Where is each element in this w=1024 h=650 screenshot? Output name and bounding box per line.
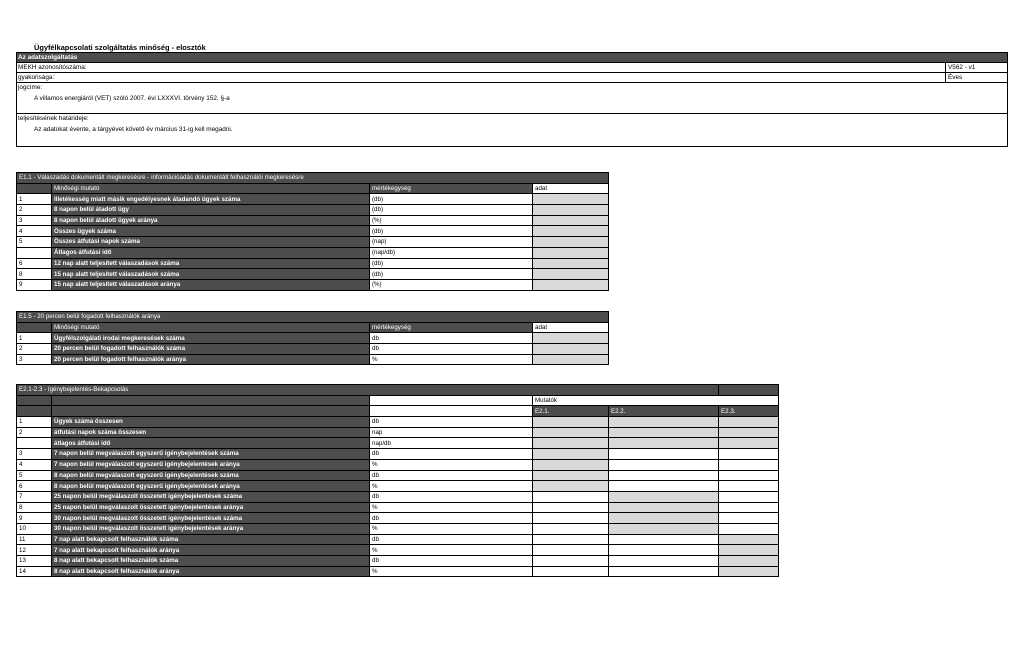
row-unit: db [370, 449, 533, 460]
data-input-cell[interactable] [533, 333, 609, 344]
row-label: Összes átfutási napok száma [52, 237, 370, 248]
deadline-label: teljesítésének határideje: [18, 115, 89, 122]
row-label: 30 napon belül megválaszolt összetett igénybejelentések aránya [52, 523, 370, 534]
e23-input-cell[interactable] [719, 417, 779, 428]
row-unit: (%) [370, 215, 533, 226]
data-input-cell[interactable] [533, 226, 609, 237]
table-title: E1.5 - 20 percen belül fogadott felhasználók aránya [17, 312, 609, 323]
e22-input-cell [609, 556, 719, 567]
table-row [17, 226, 609, 237]
table-row [17, 194, 609, 205]
e21-input-cell [533, 556, 609, 567]
header-e22: E2.2. [609, 406, 719, 417]
row-label: 15 nap alatt teljesített válaszadások aránya [52, 279, 370, 290]
row-label: 7 nap alatt bekapcsolt felhasználók száma [52, 534, 370, 545]
row-label: 7 napon belül megválaszolt egyszerű igénybejelentések száma [52, 449, 370, 460]
row-number: 1 [17, 333, 52, 344]
header-unit [370, 395, 533, 406]
page-title: Ügyfélkapcsolati szolgáltatás minőség - elosztók [34, 43, 206, 52]
row-number: 4 [17, 459, 52, 470]
row-number: 3 [17, 449, 52, 460]
data-input-cell[interactable] [533, 269, 609, 280]
e23-input-cell[interactable] [719, 556, 779, 567]
header-unit [370, 406, 533, 417]
table-row [17, 247, 609, 258]
row-unit: db [370, 470, 533, 481]
row-number: 8 [17, 269, 52, 280]
table-row [17, 205, 609, 216]
row-unit: nap [370, 427, 533, 438]
e23-input-cell [719, 513, 779, 524]
e23-input-cell[interactable] [719, 545, 779, 556]
table-row [17, 215, 609, 226]
row-number [17, 438, 52, 449]
row-label: 12 nap alatt teljesített válaszadások száma [52, 258, 370, 269]
header-data: adat [533, 322, 609, 333]
row-number: 10 [17, 523, 52, 534]
row-unit: % [370, 459, 533, 470]
row-unit: % [370, 545, 533, 556]
header-num-cell [17, 395, 52, 406]
table-row [17, 237, 609, 248]
row-unit: % [370, 523, 533, 534]
table-row [17, 427, 779, 438]
row-label: 15 nap alatt teljesített válaszadások száma [52, 269, 370, 280]
e21-input-cell[interactable] [533, 438, 609, 449]
data-input-cell[interactable] [533, 354, 609, 365]
e23-input-cell[interactable] [719, 438, 779, 449]
table-row [17, 449, 779, 460]
mekh-label: MEKH azonosítószáma: [18, 64, 87, 71]
data-input-cell[interactable] [533, 258, 609, 269]
table-row [17, 417, 779, 428]
header-indicator: Minőségi mutató [52, 322, 370, 333]
row-number: 13 [17, 556, 52, 567]
e21-input-cell[interactable] [533, 449, 609, 460]
table-e1-1 [16, 172, 609, 291]
row-label: Átlagos átfutási idő [52, 247, 370, 258]
row-unit: db [370, 344, 533, 355]
frequency-value[interactable]: Éves [945, 73, 962, 82]
e23-input-cell [719, 502, 779, 513]
deadline-block [17, 114, 1007, 146]
row-number: 6 [17, 258, 52, 269]
data-input-cell[interactable] [533, 215, 609, 226]
table-row [17, 269, 609, 280]
e21-input-cell[interactable] [533, 481, 609, 492]
table-row [17, 459, 779, 470]
table-subheader-row [17, 395, 779, 406]
row-label: 20 percen belül fogadott felhasználók száma [52, 344, 370, 355]
row-unit: (nap/db) [370, 247, 533, 258]
row-label: Illetékesség miatt másik engedélyesnek átadandó ügyek száma [52, 194, 370, 205]
row-unit: (db) [370, 269, 533, 280]
table-row [17, 438, 779, 449]
table-title-row [17, 385, 779, 396]
section-label: Az adatszolgáltatás [17, 53, 1007, 63]
header-data: adat [533, 183, 609, 194]
row-number: 5 [17, 470, 52, 481]
row-number: 1 [17, 417, 52, 428]
table-row [17, 545, 779, 556]
row-label: 8 napon belül átadott ügy [52, 205, 370, 216]
legal-text: A villamos energiáról (VET) szóló 2007. évi LXXXVI. törvény 152. §-a [34, 95, 230, 102]
table-header-row [17, 406, 779, 417]
row-number: 8 [17, 502, 52, 513]
row-number: 6 [17, 481, 52, 492]
table-row [17, 333, 609, 344]
table-header-row [17, 183, 609, 194]
row-number: 11 [17, 534, 52, 545]
row-number: 5 [17, 237, 52, 248]
e21-input-cell[interactable] [533, 417, 609, 428]
header-indicator [52, 406, 370, 417]
e21-input-cell [533, 534, 609, 545]
table-row [17, 502, 779, 513]
e21-input-cell [533, 491, 609, 502]
table-row [17, 481, 779, 492]
table-title-row [17, 173, 609, 184]
row-number: 9 [17, 279, 52, 290]
frequency-row [17, 73, 1007, 83]
table-row [17, 534, 779, 545]
table-e1-5 [16, 311, 609, 365]
e22-input-cell[interactable] [609, 427, 719, 438]
mekh-row [17, 63, 1007, 73]
e21-input-cell[interactable] [533, 459, 609, 470]
e22-input-cell [609, 449, 719, 460]
row-label: 30 napon belül megválaszolt összetett igénybejelentések száma [52, 513, 370, 524]
e22-input-cell[interactable] [609, 491, 719, 502]
frequency-label: gyakorisága: [18, 74, 55, 81]
row-label: 7 nap alatt bekapcsolt felhasználók aránya [52, 545, 370, 556]
e21-input-cell [533, 545, 609, 556]
row-unit: % [370, 354, 533, 365]
row-unit: % [370, 481, 533, 492]
table-title: E1.1 - Válaszadás dokumentált megkeresésre - információadás dokumentált felhasználói megkeresésre [17, 173, 609, 184]
e23-input-cell [719, 491, 779, 502]
e22-input-cell [609, 470, 719, 481]
e22-input-cell [609, 545, 719, 556]
e21-input-cell [533, 513, 609, 524]
legal-label: jogcíme: [18, 84, 43, 91]
table-e2-1-2-3 [16, 384, 779, 577]
row-label: 25 napon belül megválaszolt összetett igénybejelentések aránya [52, 502, 370, 513]
row-number: 12 [17, 545, 52, 556]
e23-input-cell[interactable] [719, 534, 779, 545]
data-input-cell[interactable] [533, 237, 609, 248]
row-label: 8 nap alatt bekapcsolt felhasználók száma [52, 556, 370, 567]
group-header: Mutatók [533, 395, 779, 406]
header-e21: E2.1. [533, 406, 609, 417]
e23-input-cell [719, 481, 779, 492]
e22-input-cell[interactable] [609, 438, 719, 449]
header-num-cell [17, 183, 52, 194]
row-number: 14 [17, 566, 52, 577]
table-header-row [17, 322, 609, 333]
table-row [17, 523, 779, 534]
data-input-cell[interactable] [533, 344, 609, 355]
data-input-cell[interactable] [533, 279, 609, 290]
e22-input-cell[interactable] [609, 523, 719, 534]
row-unit: nap/db [370, 438, 533, 449]
table-row [17, 491, 779, 502]
row-number: 7 [17, 491, 52, 502]
e22-input-cell[interactable] [609, 417, 719, 428]
mekh-value[interactable]: V562 - v1 [945, 63, 975, 72]
e22-input-cell[interactable] [609, 513, 719, 524]
e22-input-cell [609, 459, 719, 470]
row-label: 7 napon belül megválaszolt egyszerű igénybejelentések aránya [52, 459, 370, 470]
e23-input-cell[interactable] [719, 566, 779, 577]
header-num-cell [17, 406, 52, 417]
row-label: átlagos átfutási idő [52, 438, 370, 449]
row-label: 8 napon belül megválaszolt egyszerű igénybejelentések száma [52, 470, 370, 481]
table-row [17, 344, 609, 355]
header-unit: mértékegység [370, 322, 533, 333]
table-row [17, 556, 779, 567]
row-unit: (%) [370, 279, 533, 290]
e22-input-cell [609, 566, 719, 577]
header-num-cell [17, 322, 52, 333]
row-unit: (nap) [370, 237, 533, 248]
row-label: Ügyek száma összesen [52, 417, 370, 428]
row-number: 2 [17, 344, 52, 355]
row-label: 20 percen belül fogadott felhasználók aránya [52, 354, 370, 365]
e22-input-cell[interactable] [609, 502, 719, 513]
header-info-box [16, 52, 1008, 147]
table-row [17, 513, 779, 524]
data-input-cell[interactable] [533, 205, 609, 216]
table-row [17, 470, 779, 481]
row-label: 8 nap alatt bekapcsolt felhasználók aránya [52, 566, 370, 577]
legal-block [17, 83, 1007, 114]
row-unit: (db) [370, 205, 533, 216]
e23-input-cell [719, 470, 779, 481]
row-number: 4 [17, 226, 52, 237]
row-label: átfutási napok száma összesen [52, 427, 370, 438]
row-number: 9 [17, 513, 52, 524]
row-number: 3 [17, 354, 52, 365]
header-unit: mértékegység [370, 183, 533, 194]
row-unit: db [370, 417, 533, 428]
row-unit: db [370, 513, 533, 524]
e23-input-cell [719, 449, 779, 460]
row-unit: % [370, 502, 533, 513]
e23-input-cell [719, 459, 779, 470]
header-indicator [52, 395, 370, 406]
data-input-cell[interactable] [533, 247, 609, 258]
deadline-text: Az adatokat évente, a tárgyévet követő év március 31-ig kell megadni. [34, 126, 233, 133]
row-unit: % [370, 566, 533, 577]
table-title-row [17, 312, 609, 323]
data-input-cell[interactable] [533, 194, 609, 205]
row-unit: db [370, 556, 533, 567]
e23-input-cell[interactable] [719, 427, 779, 438]
table-row [17, 258, 609, 269]
row-label: 25 napon belül megválaszolt összetett igénybejelentések száma [52, 491, 370, 502]
row-label: 8 napon belül megválaszolt egyszerű igénybejelentések aránya [52, 481, 370, 492]
table-row [17, 354, 609, 365]
row-number: 3 [17, 215, 52, 226]
title-filler [719, 385, 779, 396]
header-indicator: Minőségi mutató [52, 183, 370, 194]
row-unit: (db) [370, 226, 533, 237]
row-number [17, 247, 52, 258]
row-unit: db [370, 333, 533, 344]
e21-input-cell [533, 566, 609, 577]
e21-input-cell [533, 523, 609, 534]
e22-input-cell [609, 481, 719, 492]
e21-input-cell[interactable] [533, 427, 609, 438]
header-e23: E2.3. [719, 406, 779, 417]
e23-input-cell [719, 523, 779, 534]
row-label: Összes ügyek száma [52, 226, 370, 237]
row-unit: (db) [370, 258, 533, 269]
e21-input-cell [533, 502, 609, 513]
row-unit: db [370, 534, 533, 545]
e22-input-cell [609, 534, 719, 545]
row-number: 2 [17, 427, 52, 438]
e21-input-cell[interactable] [533, 470, 609, 481]
row-label: Ügyfélszolgálati irodai megkeresések száma [52, 333, 370, 344]
row-unit: (db) [370, 194, 533, 205]
row-number: 1 [17, 194, 52, 205]
row-label: 8 napon belül átadott ügyek aránya [52, 215, 370, 226]
row-number: 2 [17, 205, 52, 216]
row-unit: db [370, 491, 533, 502]
table-row [17, 279, 609, 290]
table-title: E2.1-2.3 - Igénybejelentés-Bekapcsolás [17, 385, 719, 396]
table-row [17, 566, 779, 577]
